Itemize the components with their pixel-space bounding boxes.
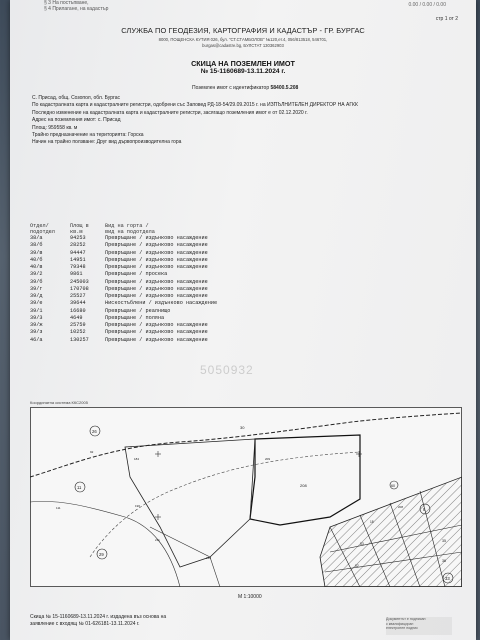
table-row — [30, 264, 325, 271]
table-header: подотдел кв.м вид на подотдела — [30, 228, 155, 235]
table-row — [30, 279, 325, 286]
table-row — [30, 329, 325, 336]
info-usage: Начин на трайно ползване: Друг вид дървопроизводителна гора — [32, 139, 182, 146]
table-row — [30, 337, 325, 344]
cell-area: 94447 — [70, 249, 86, 256]
cell-subdivision: 39/3 — [30, 314, 43, 321]
cell-area: 245003 — [70, 278, 89, 285]
info-approval: По кадастралната карта и кадастралните регистри, одобрени със Заповед РД-18-54/29.09.2015 г. на ИЗПЪЛНИТЕЛЕН ДИРЕКТОР НА АГКК — [32, 102, 358, 109]
cell-type: Превръщане / издънково насаждение — [105, 242, 208, 249]
table-row — [30, 300, 325, 307]
cell-area: 39644 — [70, 300, 86, 307]
cell-area: 25759 — [70, 322, 86, 329]
cell-subdivision: 38/а — [30, 235, 43, 242]
table-row — [30, 322, 325, 329]
cell-subdivision: 39/ж — [30, 322, 43, 329]
map-label-30: 30 — [240, 425, 245, 430]
footer-note: Скица № 15-1160689-13.11.2024 г. издадена въз основа на заявление с входящ № 01-626181-13.11.2024 г. — [30, 614, 167, 627]
cell-subdivision: 39/г — [30, 285, 43, 292]
watermark: 5050932 — [200, 363, 254, 377]
cell-type: Превръщане / издънково насаждение — [105, 256, 208, 263]
map-label-92: 92 — [90, 450, 94, 454]
map-label-33: 33 — [445, 576, 450, 581]
map-label-29: 29 — [99, 552, 104, 557]
map-label-60: 60 — [391, 484, 395, 488]
map-label-36: 36 — [442, 559, 446, 563]
cell-type: Превръщане / поляна — [105, 314, 165, 321]
agency-name: СЛУЖБА ПО ГЕОДЕЗИЯ, КАРТОГРАФИЯ И КАДАСТЪР - ГР. БУРГАС — [121, 26, 365, 35]
cell-subdivision: 39/1 — [30, 307, 43, 314]
cell-subdivision: 40/б — [30, 256, 43, 263]
document-title: СКИЦА НА ПОЗЕМЛЕН ИМОТ — [191, 59, 295, 68]
cell-subdivision: 39/в — [30, 249, 43, 256]
map-label-8: 8 — [423, 507, 426, 512]
map-label-52: 52 — [355, 564, 359, 568]
table-header: Отдел/ Площ в Вид на горта / — [30, 223, 149, 229]
cell-type: Нискостъблени / издънково насаждение — [105, 300, 218, 307]
cell-area: 25527 — [70, 293, 86, 300]
map-label-35: 35 — [442, 539, 446, 543]
cell-subdivision: 39/з — [30, 329, 43, 336]
cell-subdivision: 39/е — [30, 300, 43, 307]
cell-type: Превръщане / издънково насаждение — [105, 322, 208, 329]
cell-type: Превръщане / издънково насаждение — [105, 285, 208, 292]
table-row — [30, 235, 325, 242]
table-row — [30, 250, 325, 257]
table-row — [30, 293, 325, 300]
cell-subdivision: 39/д — [30, 293, 43, 300]
info-last-change: Последно изменение на кадастралната карта и кадастралните регистри, засягащо поземления имот е от 02.12.2020 г. — [32, 109, 308, 116]
info-address: Адрес на поземления имот: с. Присад — [32, 117, 121, 124]
map-scale: М 1:10000 — [238, 594, 262, 600]
map-label-53: 53 — [360, 542, 364, 546]
map-label-11: 11 — [77, 485, 82, 490]
table-row — [30, 271, 325, 278]
map-label-26: 26 — [92, 429, 97, 434]
table-row — [30, 242, 325, 249]
map-label-196: 196 — [135, 504, 141, 508]
cell-subdivision: 46/а — [30, 336, 43, 343]
cell-subdivision: 39/б — [30, 278, 43, 285]
document-sheet — [10, 0, 476, 640]
corner-stamp-right: 0.00 / 0.00 / 0.00 — [408, 2, 446, 8]
table-row — [30, 308, 325, 315]
map-label-208b: 208 — [398, 505, 404, 509]
cell-type: Превръщане / издънково насаждение — [105, 264, 208, 271]
info-purpose: Трайно предназначение на територията: Горска — [32, 132, 144, 139]
cell-subdivision: 38/б — [30, 242, 43, 249]
map-label-184: 184 — [134, 457, 140, 461]
cell-type: Превръщане / издънково насаждение — [105, 336, 208, 343]
cell-subdivision: 39/2 — [30, 271, 43, 278]
cell-type: Превръщане / издънково насаждение — [105, 293, 208, 300]
corner-stamp-left: § 3 На постъпване, § 4 Прилагане, на кадастър — [44, 0, 109, 12]
info-location: С. Присад, общ. Созопол, обл. Бургас — [32, 95, 121, 101]
map-label-208: 208 — [300, 483, 307, 488]
cell-type: Превръщане / издънково насаждение — [105, 235, 208, 242]
map-label-18: 18 — [370, 520, 374, 524]
cell-type: Превръщане / издънково насаждение — [105, 278, 208, 285]
cell-area: 79348 — [70, 264, 86, 271]
map-label-210: 210 — [206, 556, 212, 560]
table-body — [30, 235, 325, 344]
cell-area: 10252 — [70, 329, 86, 336]
page-number: стр 1 от 2 — [435, 16, 458, 22]
map-label-111: 111 — [56, 506, 61, 510]
property-info — [32, 95, 472, 147]
cell-area: 28252 — [70, 242, 86, 249]
property-identifier: Поземлен имот с идентификатор 58400.5.208 — [192, 85, 299, 91]
map-label-211: 211 — [155, 538, 160, 542]
document-number: № 15-1160689-13.11.2024 г. — [200, 68, 286, 75]
map-label-209: 209 — [265, 457, 271, 461]
cell-subdivision: 40/в — [30, 264, 43, 271]
table-row — [30, 286, 325, 293]
cell-type: Превръщане / издънково насаждение — [105, 249, 208, 256]
cell-type: Превръщане / реалнищо — [105, 307, 171, 314]
signature-stamp: Документът е подписан с квалифициран електронен подпис — [386, 617, 452, 635]
cell-area: 14951 — [70, 256, 86, 263]
cell-area: 9861 — [70, 271, 83, 278]
info-area: Площ: 959558 кв. м — [32, 124, 78, 131]
cell-area: 130257 — [70, 336, 89, 343]
agency-address: 8000, ПОЩЕНСКА КУТИЯ 026, бул. "СТ.СТАМБОЛОВ" №120,ет.4, 056/813518, 546701, — [158, 37, 328, 42]
cell-type: Превръщане / издънково насаждение — [105, 329, 208, 336]
cell-area: 4649 — [70, 314, 83, 321]
table-row — [30, 315, 325, 322]
cadastral-map — [30, 407, 462, 587]
subdivision-table — [30, 224, 325, 344]
cell-area: 94253 — [70, 235, 86, 242]
coordinate-system: Координатна система ККС2005 — [30, 400, 88, 405]
cell-area: 16680 — [70, 307, 86, 314]
cell-type: Превръщане / просека — [105, 271, 168, 278]
cell-area: 170708 — [70, 285, 89, 292]
table-row — [30, 257, 325, 264]
agency-contact: burgas@cadastre.bg, БУЛСТАТ 130362903 — [202, 43, 284, 48]
